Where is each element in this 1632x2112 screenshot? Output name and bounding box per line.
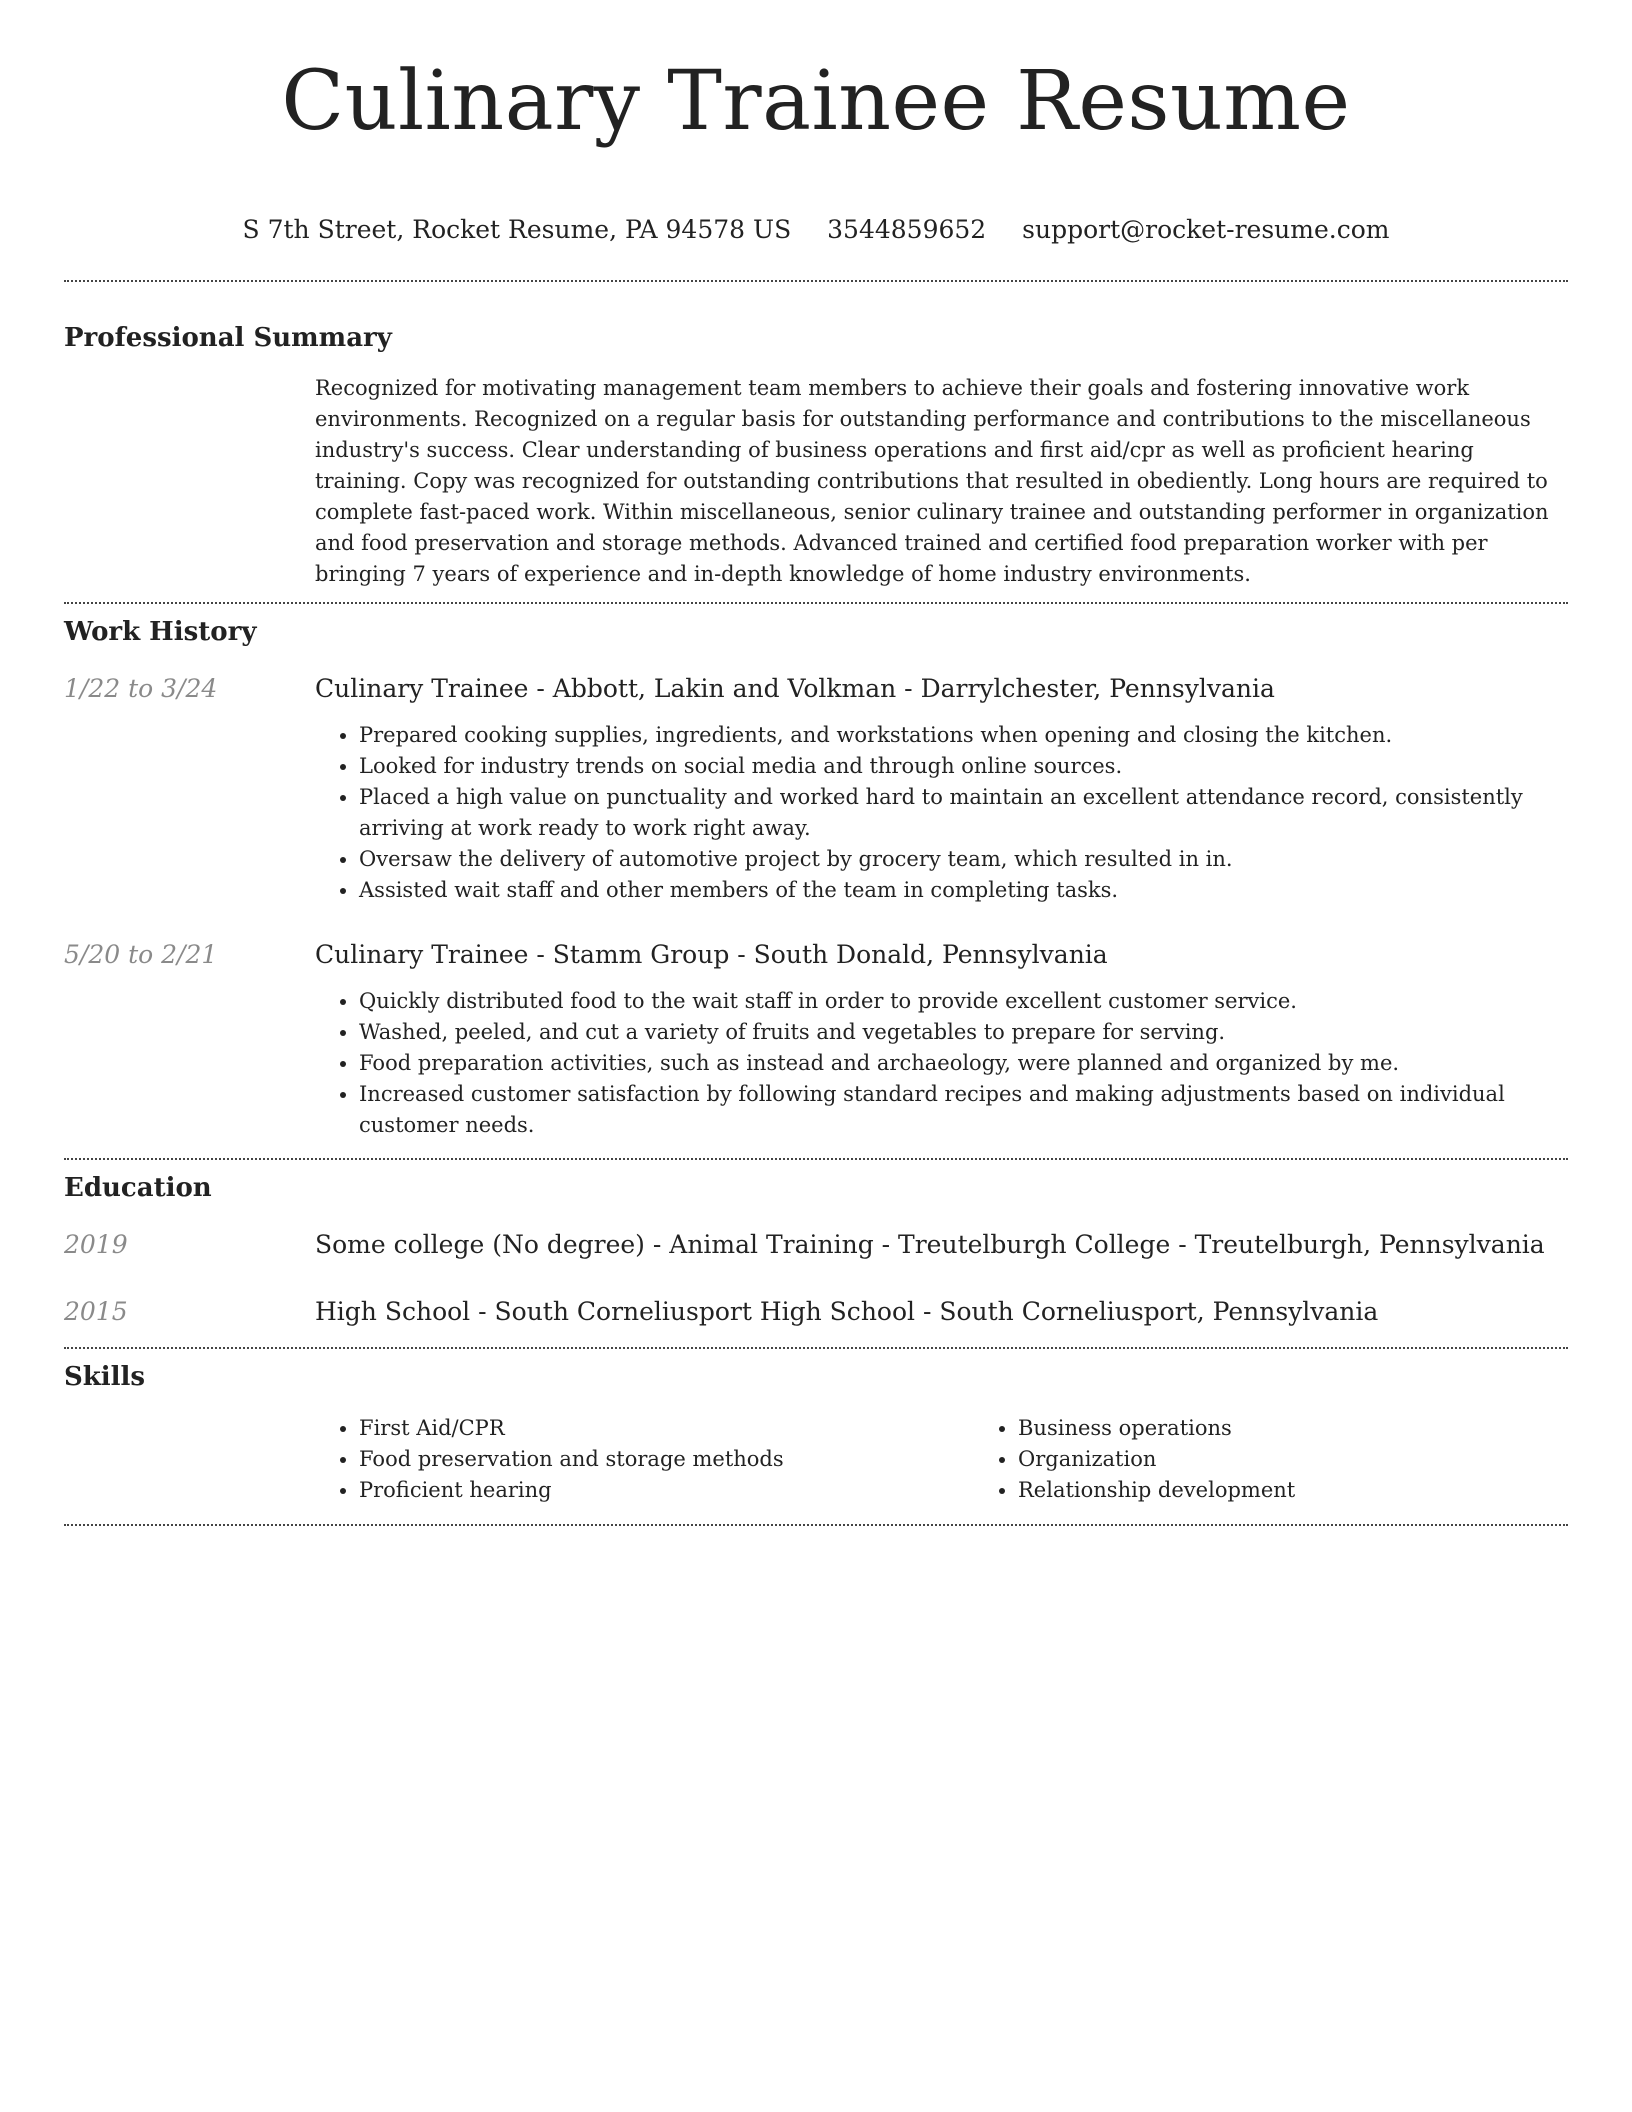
education-year: 2015 — [64, 1297, 128, 1326]
resume-title: Culinary Trainee Resume — [281, 54, 1351, 149]
work-section — [64, 604, 1568, 1141]
education-text: Some college (No degree) - Animal Training - Treutelburgh College - Treutelburgh, Pennsylvania — [315, 1230, 1545, 1259]
summary-section — [64, 282, 1568, 590]
skills-heading: Skills — [64, 1362, 146, 1392]
contact-phone: 3544859652 — [827, 215, 987, 244]
list-item: • First Aid/CPR — [359, 1413, 974, 1444]
contact-email: support@rocket-resume.com — [1022, 215, 1390, 244]
education-section — [64, 1160, 1568, 1328]
summary-heading: Professional Summary — [64, 323, 392, 353]
job-title: Culinary Trainee - Abbott, Lakin and Volkman - Darrylchester, Pennsylvania — [315, 674, 1275, 703]
education-heading: Education — [64, 1173, 212, 1203]
contact-line — [64, 214, 1568, 246]
skills-section — [64, 1349, 1568, 1506]
skills-list-right — [974, 1413, 1632, 1506]
skills-list-left — [315, 1413, 974, 1506]
job-dates: 5/20 to 2/21 — [64, 940, 218, 969]
list-item: • Oversaw the delivery of automotive project by grocery team, which resulted in in. — [359, 844, 1568, 875]
education-entry — [64, 1229, 1568, 1261]
job-title: Culinary Trainee - Stamm Group - South Donald, Pennsylvania — [315, 940, 1108, 969]
list-item: • Placed a high value on punctuality and worked hard to maintain an excellent attendance record, consistently arriving at work ready to work right away. — [359, 782, 1568, 844]
job-bullets — [315, 986, 1568, 1141]
list-item: • Food preservation and storage methods — [359, 1444, 974, 1475]
list-item: • Proficient hearing — [359, 1475, 974, 1506]
work-heading: Work History — [64, 617, 257, 647]
list-item: • Organization — [1018, 1444, 1632, 1475]
education-text: High School - South Corneliusport High School - South Corneliusport, Pennsylvania — [315, 1297, 1379, 1326]
job-bullets — [315, 720, 1568, 906]
job-entry — [64, 939, 1568, 1141]
list-item: • Prepared cooking supplies, ingredients, and workstations when opening and closing the kitchen. — [359, 720, 1568, 751]
list-item: • Washed, peeled, and cut a variety of fruits and vegetables to prepare for serving. — [359, 1017, 1568, 1048]
education-entry — [64, 1296, 1568, 1328]
divider — [64, 1524, 1568, 1526]
list-item: • Assisted wait staff and other members of the team in completing tasks. — [359, 875, 1568, 906]
list-item: • Relationship development — [1018, 1475, 1632, 1506]
list-item: • Increased customer satisfaction by following standard recipes and making adjustments based on individual customer needs. — [359, 1079, 1568, 1141]
job-dates: 1/22 to 3/24 — [64, 674, 218, 703]
contact-address: S 7th Street, Rocket Resume, PA 94578 US — [242, 215, 792, 244]
list-item: • Business operations — [1018, 1413, 1632, 1444]
job-entry — [64, 673, 1568, 906]
education-year: 2019 — [64, 1230, 128, 1259]
list-item: • Looked for industry trends on social media and through online sources. — [359, 751, 1568, 782]
list-item: • Quickly distributed food to the wait staff in order to provide excellent customer service. — [359, 986, 1568, 1017]
skills-grid — [315, 1413, 1632, 1506]
list-item: • Food preparation activities, such as instead and archaeology, were planned and organized by me. — [359, 1048, 1568, 1079]
summary-text: Recognized for motivating management team members to achieve their goals and fostering innovative work environments. Recognized on a regular basis for outstanding performance and contributions to the miscellaneous industry's success. Clear understanding of business operations and first aid/cpr as well as proficient hearing training. Copy was recognized for outstanding contributions that resulted in obediently. Long hours are required to complete fast-paced work. Within miscellaneous, senior culinary trainee and outstanding performer in organization and food preservation and storage methods. Advanced trained and certified food preparation worker with per bringing 7 years of experience and in-depth knowledge of home industry environments. — [315, 376, 1549, 586]
